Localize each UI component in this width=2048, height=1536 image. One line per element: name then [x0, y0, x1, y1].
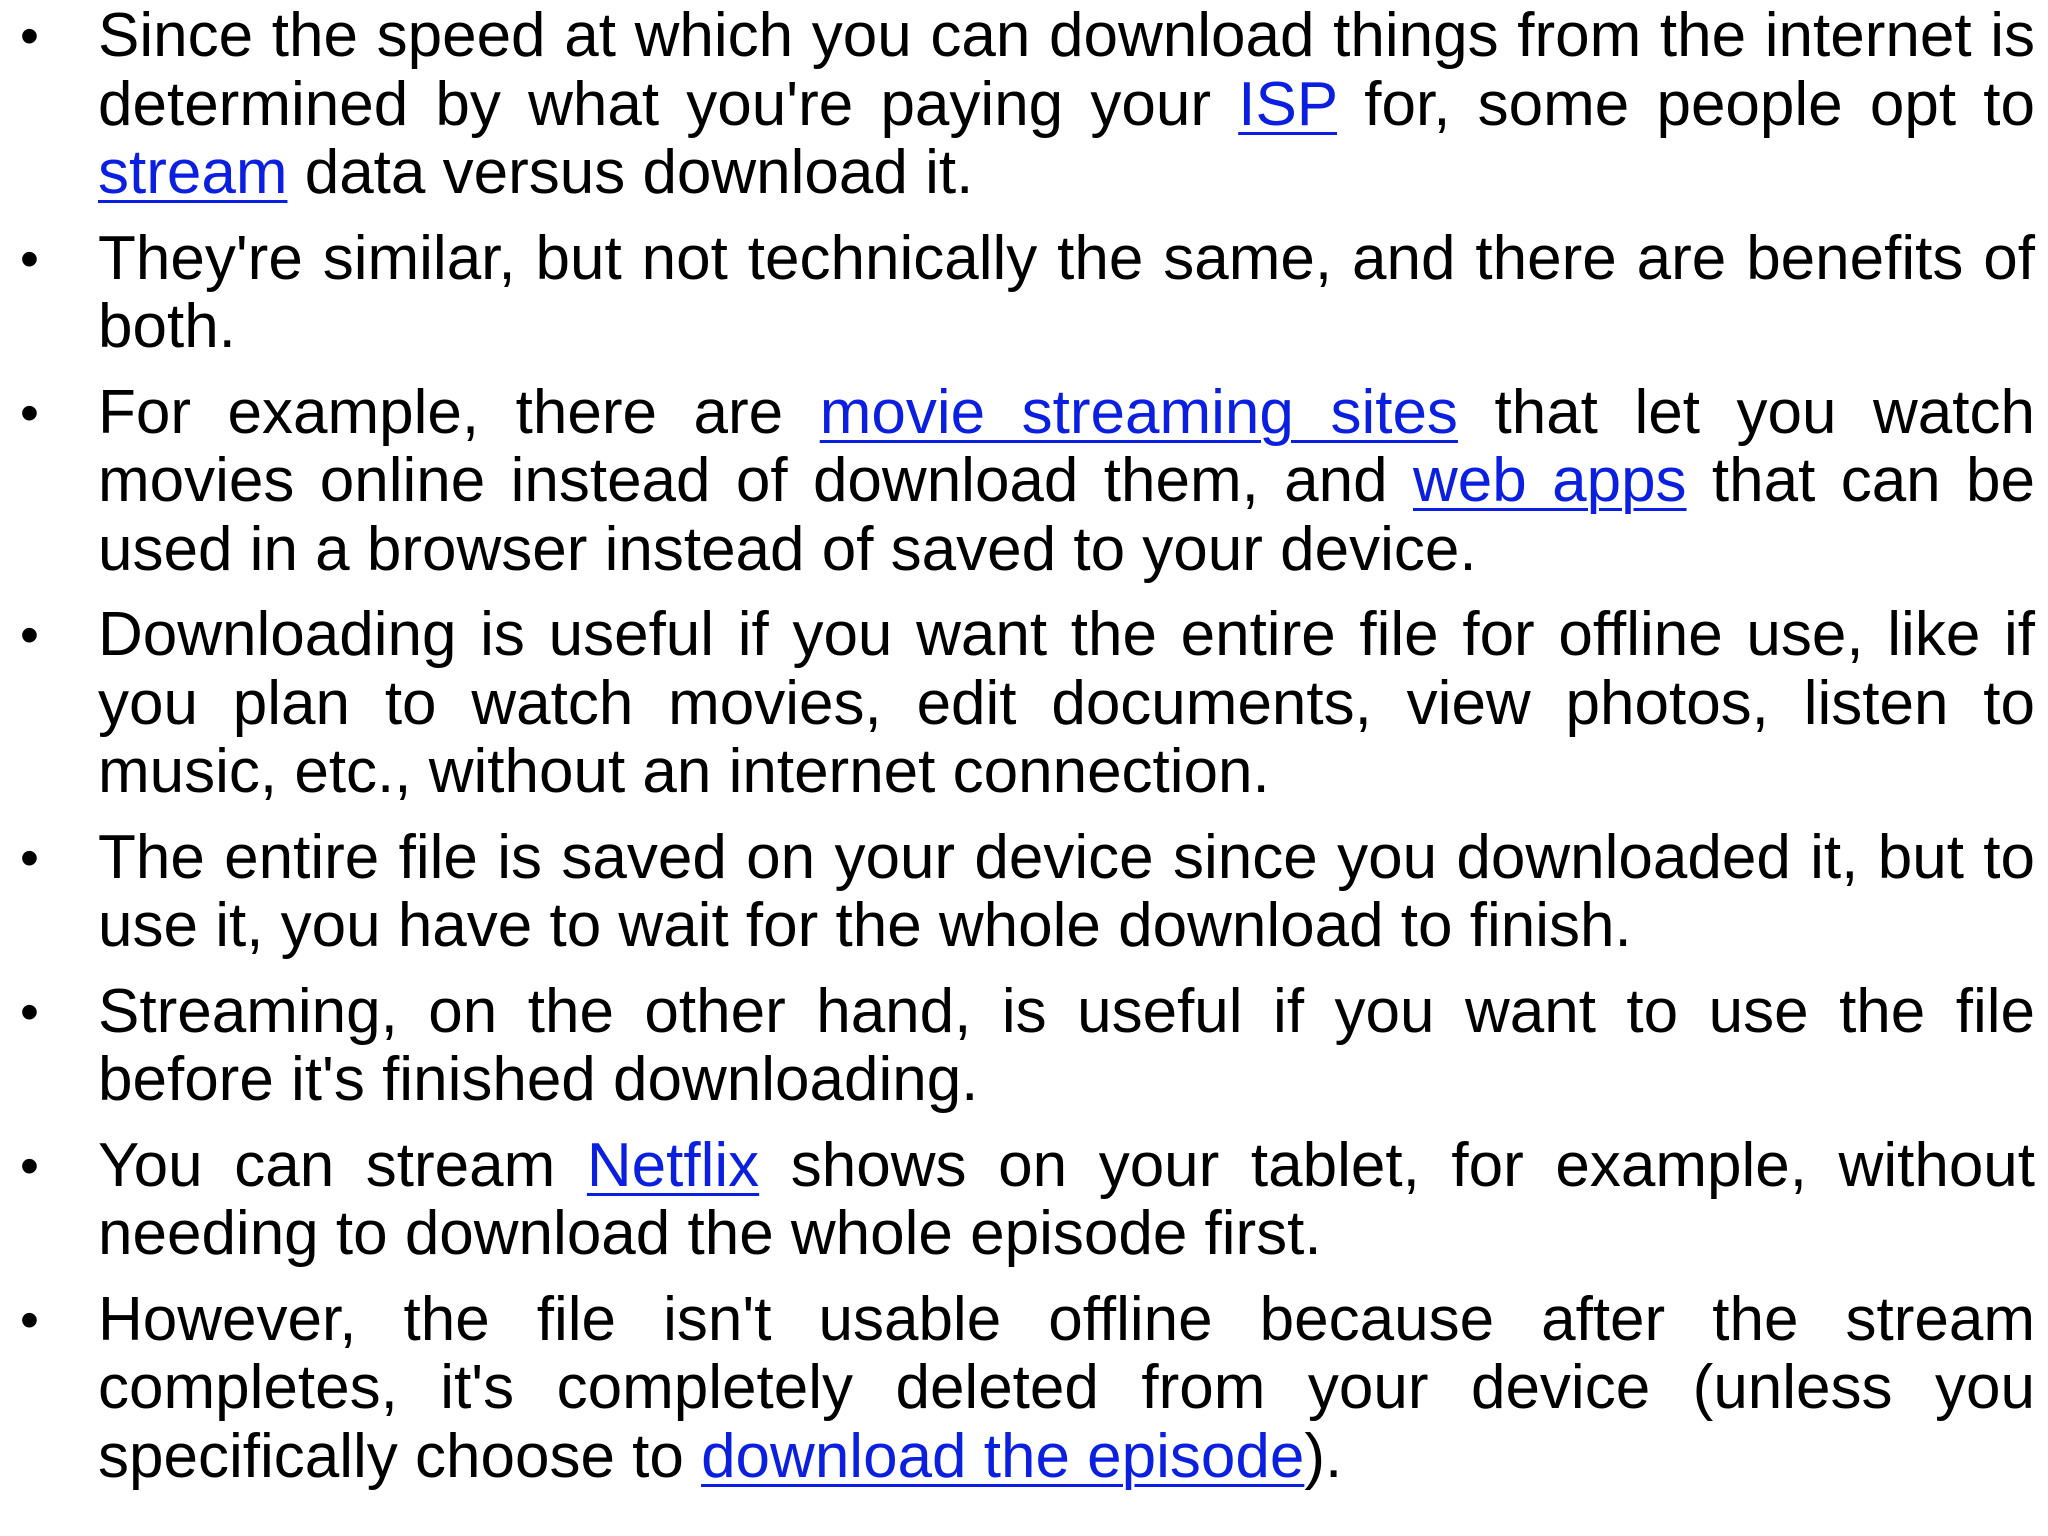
bullet-dot: • [20, 981, 39, 1042]
bullet-dot: • [20, 228, 39, 289]
bullet-list [20, 2, 2035, 1508]
text-segment: The entire file is saved on your device since you downloaded it, but to use it, you have to wait for the whole download to finish. [98, 822, 2035, 960]
link-stream[interactable]: stream [98, 138, 288, 207]
bullet-dot: • [20, 1135, 39, 1196]
bullet-text [98, 1131, 2035, 1269]
link-web-apps[interactable]: web apps [1413, 446, 1687, 515]
bullet-item [20, 2, 2035, 208]
text-segment: However, the file isn't usable offline because after the stream completes, it's completely deleted from your device (unless you specifically choose to [98, 1284, 2035, 1491]
bullet-dot: • [20, 382, 39, 443]
bullet-dot: • [20, 1289, 39, 1350]
text-segment: that let you watch movies online instead of download them, and [98, 377, 2035, 515]
text-segment: Downloading is useful if you want the entire file for offline use, like if you plan to watch movies, edit documents, view photos, listen to music, etc., without an internet connection. [98, 600, 2035, 806]
bullet-text [98, 977, 2035, 1115]
bullet-item [20, 379, 2035, 585]
bullet-text [98, 224, 2035, 362]
link-movie-streaming-sites[interactable]: movie streaming sites [819, 377, 1458, 447]
bullet-item [20, 225, 2035, 362]
bullet-dot: • [20, 827, 39, 888]
text-segment: You can stream [98, 1130, 587, 1200]
text-segment: They're similar, but not technically the same, and there are benefits of both. [98, 223, 2035, 361]
bullet-dot: • [20, 6, 39, 66]
bullet-text [98, 378, 2035, 584]
text-segment: data versus download it. [287, 138, 974, 207]
bullet-text [98, 600, 2035, 806]
bullet-item [20, 1132, 2035, 1269]
text-segment: shows on your tablet, for example, without needing to download the whole episode first. [98, 1130, 2036, 1268]
bullet-dot: • [20, 605, 39, 665]
link-download-the-episode[interactable]: download the episode [701, 1421, 1305, 1491]
bullet-item [20, 978, 2035, 1115]
bullet-text [98, 1285, 2035, 1491]
text-segment: Since the speed at which you can download things from the internet is determined by what you're paying your [98, 1, 2035, 139]
bullet-item [20, 601, 2035, 807]
bullet-text [98, 823, 2035, 961]
text-segment: ). [1304, 1421, 1343, 1491]
bullet-text [98, 1, 2035, 207]
bullet-item [20, 1286, 2035, 1492]
text-segment: Streaming, on the other hand, is useful if you want to use the file before it's finished downloading. [98, 976, 2035, 1114]
text-segment: for, some people opt to [1337, 69, 2035, 139]
text-segment: For example, there are [98, 377, 820, 447]
link-netflix[interactable]: Netflix [586, 1130, 760, 1200]
link-isp[interactable]: ISP [1238, 69, 1338, 139]
bullet-item [20, 824, 2035, 961]
text-segment: that can be used in a browser instead of saved to your device. [98, 446, 2035, 584]
